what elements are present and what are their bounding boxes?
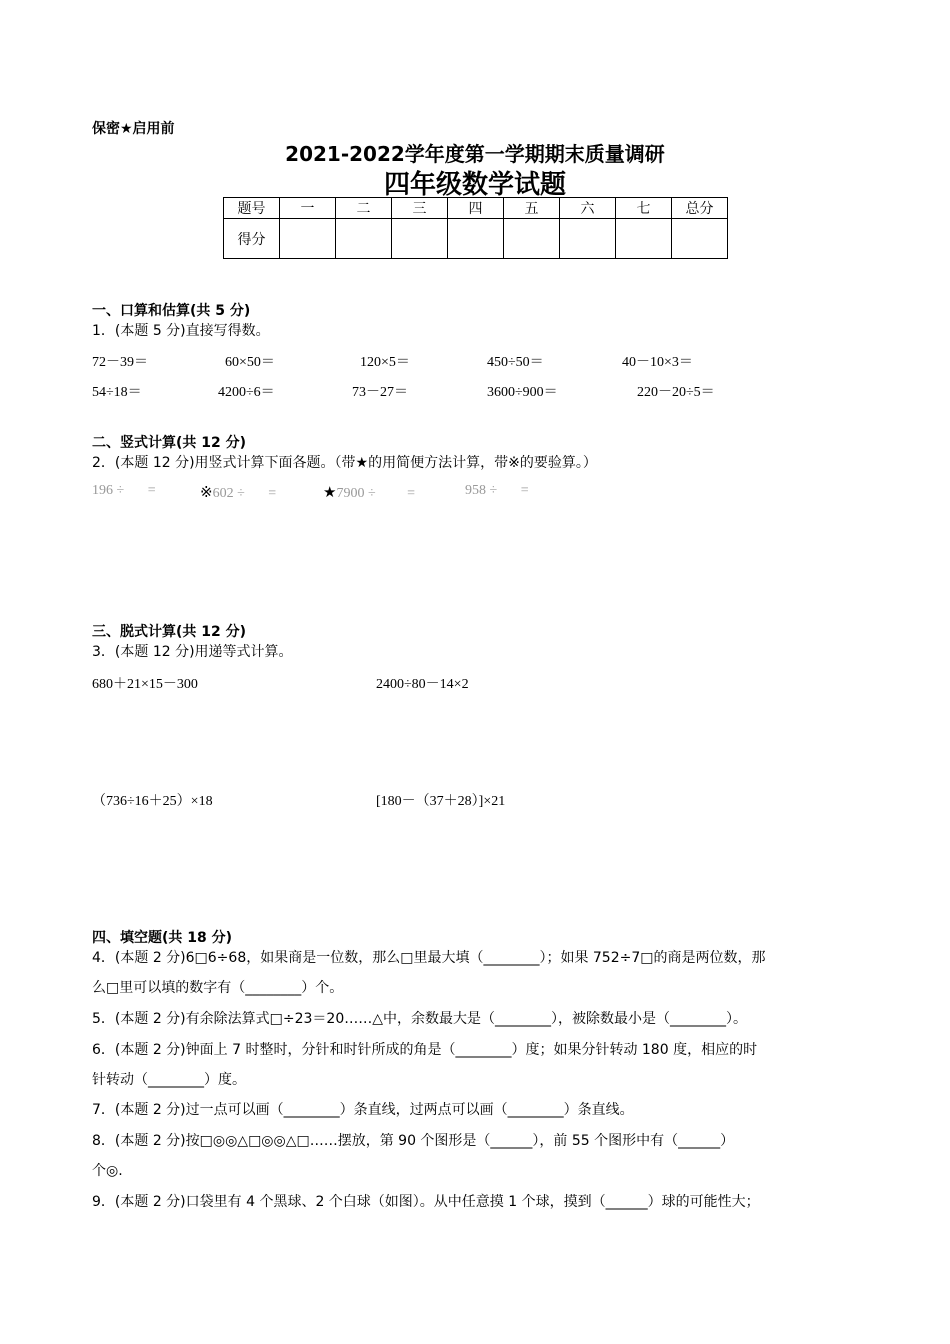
vertical-calc-equals: = bbox=[520, 483, 529, 498]
question-2: 2．(本题 12 分)用竖式计算下面各题。（带★的用简便方法计算，带※的要验算。） bbox=[92, 455, 597, 471]
vertical-calc-item bbox=[200, 483, 276, 502]
vertical-calc-expr: 196 ÷ bbox=[92, 483, 125, 498]
oral-calc-item: 40－10×3＝ bbox=[622, 355, 693, 370]
stepwise-expr: （736÷16＋25）×18 bbox=[92, 794, 213, 809]
check-mark-icon: ※ bbox=[200, 485, 213, 501]
score-header-cell: 总分 bbox=[672, 198, 728, 219]
fill-question-line: 6．(本题 2 分)钟面上 7 时整时，分针和时针所成的角是（________）度；如果分针转动 180 度，相应的时 bbox=[92, 1042, 758, 1058]
oral-calc-item: 3600÷900＝ bbox=[487, 385, 558, 400]
score-row-label: 得分 bbox=[224, 219, 280, 259]
oral-calc-item: 72－39＝ bbox=[92, 355, 148, 370]
vertical-calc-equals: = bbox=[407, 486, 416, 501]
score-header-cell: 五 bbox=[504, 198, 560, 219]
score-header-cell: 题号 bbox=[224, 198, 280, 219]
oral-calc-item: 54÷18＝ bbox=[92, 385, 142, 400]
vertical-calc-equals: = bbox=[268, 486, 277, 501]
fill-question-line: 4．(本题 2 分)6□6÷68，如果商是一位数，那么□里最大填（________）；如果 752÷7□的商是两位数，那 bbox=[92, 950, 766, 966]
section2-heading: 二、竖式计算(共 12 分) bbox=[92, 435, 247, 451]
oral-calc-item: 120×5＝ bbox=[360, 355, 410, 370]
oral-calc-item: 60×50＝ bbox=[225, 355, 275, 370]
score-header-cell: 三 bbox=[392, 198, 448, 219]
score-cell[interactable] bbox=[560, 219, 616, 259]
oral-calc-item: 4200÷6＝ bbox=[218, 385, 275, 400]
score-cell[interactable] bbox=[504, 219, 560, 259]
question-1: 1．(本题 5 分)直接写得数。 bbox=[92, 323, 270, 339]
score-cell[interactable] bbox=[672, 219, 728, 259]
oral-calc-item: 450÷50＝ bbox=[487, 355, 544, 370]
fill-question-line: 针转动（________）度。 bbox=[92, 1072, 246, 1088]
question-3: 3．(本题 12 分)用递等式计算。 bbox=[92, 644, 293, 660]
fill-question-line: 7．(本题 2 分)过一点可以画（________）条直线，过两点可以画（________）条直线。 bbox=[92, 1102, 634, 1118]
confidential-label: 保密★启用前 bbox=[92, 121, 175, 137]
star-icon: ★ bbox=[323, 485, 337, 501]
score-header-cell: 一 bbox=[280, 198, 336, 219]
vertical-calc-item bbox=[92, 483, 156, 499]
score-header-cell: 七 bbox=[616, 198, 672, 219]
stepwise-expr: 680＋21×15－300 bbox=[92, 677, 198, 692]
vertical-calc-expr: 7900 ÷ bbox=[336, 486, 376, 501]
fill-question-line: 么□里可以填的数字有（________）个。 bbox=[92, 980, 344, 996]
exam-title: 2021-2022学年度第一学期期末质量调研 bbox=[285, 142, 665, 166]
score-header-cell: 六 bbox=[560, 198, 616, 219]
stepwise-expr: [180－（37＋28）]×21 bbox=[376, 794, 506, 809]
vertical-calc-item bbox=[465, 483, 529, 499]
fill-question-line: 5．(本题 2 分)有余除法算式□÷23＝20……△中，余数最大是（________），被除数最小是（________）。 bbox=[92, 1011, 747, 1027]
score-cell[interactable] bbox=[336, 219, 392, 259]
score-header-cell: 四 bbox=[448, 198, 504, 219]
score-cell[interactable] bbox=[448, 219, 504, 259]
section1-heading: 一、口算和估算(共 5 分) bbox=[92, 303, 251, 319]
score-table-header-row bbox=[224, 198, 728, 219]
section4-heading: 四、填空题(共 18 分) bbox=[92, 930, 233, 946]
vertical-calc-equals: = bbox=[147, 483, 156, 498]
oral-calc-item: 73－27＝ bbox=[352, 385, 408, 400]
section3-heading: 三、脱式计算(共 12 分) bbox=[92, 624, 247, 640]
score-table-score-row bbox=[224, 219, 728, 259]
score-cell[interactable] bbox=[280, 219, 336, 259]
score-header-cell: 二 bbox=[336, 198, 392, 219]
score-cell[interactable] bbox=[392, 219, 448, 259]
vertical-calc-item bbox=[323, 483, 415, 502]
vertical-calc-expr: 958 ÷ bbox=[465, 483, 498, 498]
score-table bbox=[223, 197, 728, 259]
vertical-calc-expr: 602 ÷ bbox=[212, 486, 245, 501]
fill-question-line: 个◎. bbox=[92, 1163, 123, 1179]
exam-subtitle: 四年级数学试题 bbox=[383, 170, 566, 200]
fill-question-line: 8．(本题 2 分)按□◎◎△□◎◎△□……摆放，第 90 个图形是（______），前 55 个图形中有（______） bbox=[92, 1133, 735, 1149]
oral-calc-item: 220－20÷5＝ bbox=[637, 385, 715, 400]
fill-question-line: 9．(本题 2 分)口袋里有 4 个黑球、2 个白球（如图）。从中任意摸 1 个球，摸到（______）球的可能性大； bbox=[92, 1194, 760, 1210]
stepwise-expr: 2400÷80－14×2 bbox=[376, 677, 469, 692]
score-cell[interactable] bbox=[616, 219, 672, 259]
